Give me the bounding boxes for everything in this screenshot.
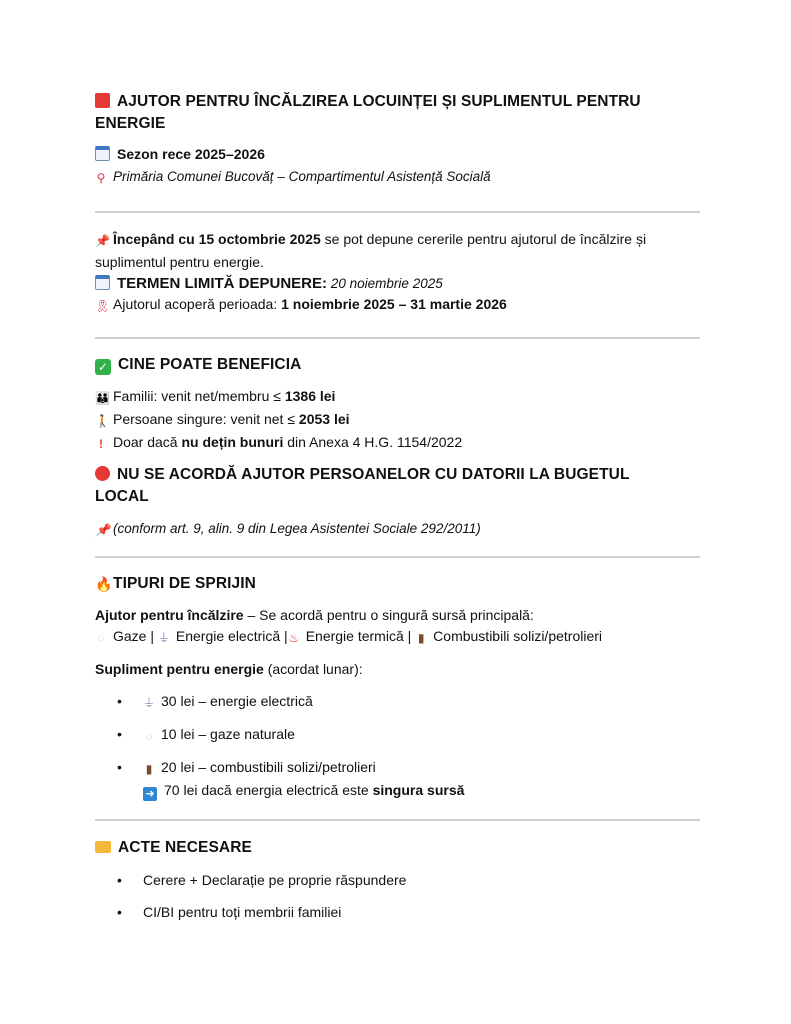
institution-line: ⚲ Primăria Comunei Bucovăț – Compartimentul Asistență Socială (95, 166, 700, 189)
heating-sources: ◌ Gaze | ⏚ Energie electrică |♨ Energie termică | ▮ Combustibili solizi/petrolieri (95, 626, 700, 649)
families-line: 👪 Familii: venit net/membru ≤ 1386 lei (95, 386, 700, 409)
red-square-icon (95, 93, 110, 108)
legal-reference: 📌 (conform art. 9, alin. 9 din Legea Asistentei Sociale 292/2011) (95, 518, 700, 541)
list-item: • ▮ 20 lei – combustibili solizi/petrolieri ➜ 70 lei dacă energia electrică este singura sursă (117, 759, 465, 800)
warning-heading: NU SE ACORDĂ AJUTOR PERSOANELOR CU DATORII LA BUGETUL LOCAL (95, 466, 630, 505)
documents-list (95, 870, 700, 923)
list-item: • ◌ 10 lei – gaze naturale (95, 724, 700, 747)
pushpin-icon: 📌 (95, 523, 110, 537)
list-item: • ⏚ 30 lei – energie electrică (95, 691, 700, 714)
check-icon: ✓ (95, 359, 111, 375)
season-line: Sezon rece 2025–2026 (95, 144, 700, 165)
separator (95, 211, 700, 213)
pin-icon: ⚲ (96, 171, 106, 185)
assets-line: ! Doar dacă nu dețin bunuri din Anexa 4 H.G. 1154/2022 (95, 432, 700, 455)
arrow-right-icon: ➜ (143, 787, 157, 801)
support-section (95, 573, 700, 801)
wood-icon: ▮ (417, 631, 425, 645)
deadline-line: TERMEN LIMITĂ DEPUNERE: 20 noiembrie 2025 (95, 273, 700, 294)
plug-icon: ⏚ (157, 631, 170, 645)
supplement-line: Supliment pentru energie (acordat lunar): (95, 661, 363, 677)
hot-springs-icon: ♨ (288, 631, 300, 645)
calendar-icon (95, 275, 110, 290)
documents-heading: ACTE NECESARE (95, 837, 700, 859)
dates-section (95, 229, 700, 317)
list-item: • CI/BI pentru toți membrii familiei (117, 904, 342, 920)
singles-line: 🚶 Persoane singure: venit net ≤ 2053 lei (95, 409, 700, 432)
stop-icon (95, 466, 110, 481)
eligibility-section (95, 354, 700, 541)
person-icon: 🚶 (95, 414, 110, 428)
pushpin-icon: 📌 (95, 234, 110, 248)
gas-icon: ◌ (97, 631, 105, 645)
ribbon-icon: 🎗 (95, 299, 111, 313)
title-section (95, 91, 700, 189)
family-icon: 👪 (95, 391, 110, 405)
plug-icon: ⏚ (143, 696, 156, 710)
separator (95, 819, 700, 821)
gas-icon: ◌ (145, 729, 153, 743)
documents-section (95, 837, 700, 923)
folder-icon (95, 841, 111, 853)
wood-icon: ▮ (145, 762, 153, 776)
page-title: AJUTOR PENTRU ÎNCĂLZIREA LOCUINȚEI ȘI SUPLIMENTUL PENTRU ENERGIE (95, 93, 641, 132)
support-heading: 🔥TIPURI DE SPRIJIN (95, 573, 700, 595)
separator (95, 556, 700, 558)
supplement-list (95, 691, 700, 801)
period-line: 🎗 Ajutorul acoperă perioada: 1 noiembrie 2025 – 31 martie 2026 (95, 294, 700, 317)
fire-icon: 🔥 (95, 576, 113, 592)
eligibility-heading: ✓ CINE POATE BENEFICIA (95, 354, 700, 376)
separator (95, 337, 700, 339)
heating-line: Ajutor pentru încălzire – Se acordă pentru o singură sursă principală: (95, 607, 534, 623)
list-item: • Cerere + Declarație pe proprie răspundere (117, 872, 407, 888)
exclamation-icon: ! (99, 437, 103, 451)
start-line: 📌 Începând cu 15 octombrie 2025 se pot depune cererile pentru ajutorul de încălzire și suplimentul pentru energie. (95, 231, 647, 270)
calendar-icon (95, 146, 110, 161)
